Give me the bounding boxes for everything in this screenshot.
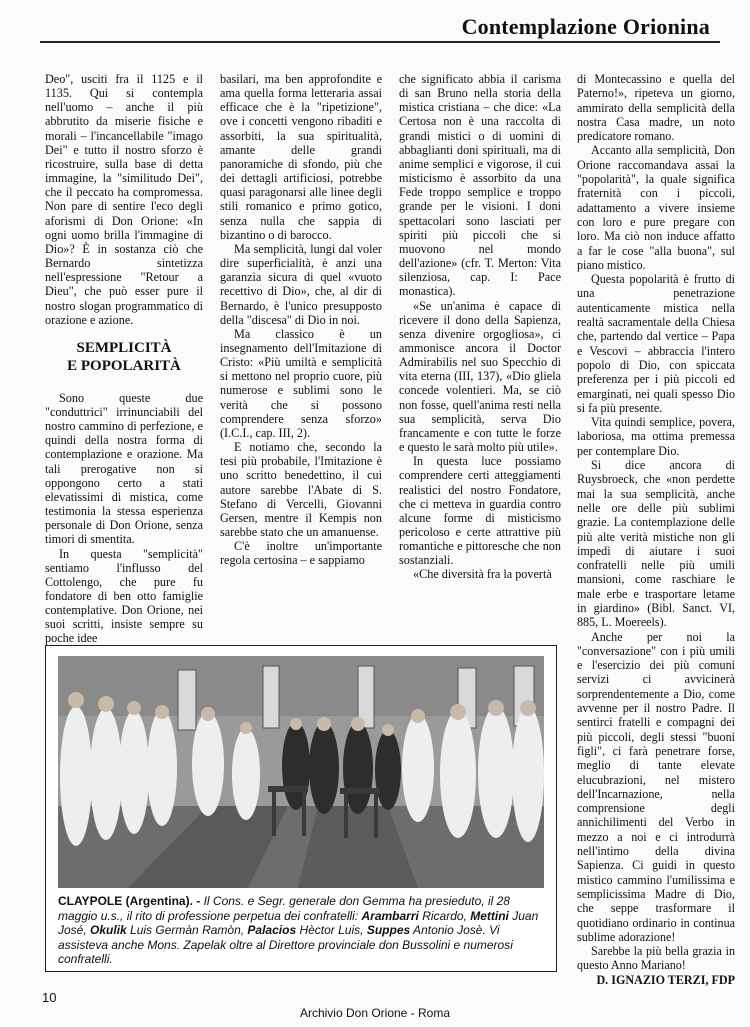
- page-number: 10: [42, 990, 57, 1005]
- paragraph: Ma semplicità, lungi dal voler dire superficialità, è anzi una garanzia sicura di quel «vuoto recettivo di Dio», che, al dir di Bernardo, è l'unico presupposto della "discesa" di Dio in noi.: [220, 241, 382, 327]
- caption-text: Antonio Josè. Vi assisteva anche Mons. Zapelak oltre al Direttore provinciale don Bussolini e numerosi confratelli.: [58, 923, 513, 966]
- paragraph: Ma classico è un insegnamento dell'Imitazione di Cristo: «Più umiltà e semplicità si mettono nel proprio cuore, più numerose e sublimi sono le verità che si possono comprendere senza sforzo» (I.C.I., cap. III, 2).: [220, 326, 382, 440]
- paragraph: Vita quindi semplice, povera, laboriosa, ma ottima premessa per contemplare Dio.: [577, 415, 735, 458]
- caption-text: Il Cons. e Segr. generale don Gemma ha presieduto, il 28 maggio u.s., il rito di professione perpetua dei confratelli:: [58, 894, 510, 923]
- paragraph: Anche per noi la "conversazione" con i più umili e l'esercizio dei più comuni servizi ci avvicinerà sorprendentemente a Dio, come avvenne per il nostro Padre. Il sentirci fratelli e compagni dei più piccoli, degli stessi "buoni figli", ci farà penetrare forse, meglio di tante elevate elucubrazioni, nel mistero dell'Incarnazione, nella comprensione degli annichilimenti del Verbo in mezzo a noi e ci introdurrà nell'intimo della divina Sapienza. Ci guidi in questo mistico cammino l'umilissima e semplicissima Madre di Dio, che seppe trasformare il quotidiano ordinario in continua sublime adorazione!: [577, 629, 735, 944]
- section-title: Contemplazione Orionina: [461, 14, 710, 39]
- photo-illustration: [58, 656, 544, 888]
- column-1: [45, 72, 203, 646]
- photo-caption: [58, 894, 544, 967]
- caption-name: Suppes: [366, 923, 411, 937]
- column-4: [577, 72, 735, 987]
- paragraph: In questa luce possiamo comprendere certi atteggiamenti realistici del nostro Fondatore, che ci metteva in guardia contro alcune forme di misticismo pericoloso e certe attrattive più romantiche e pittoresche che non sostanziali.: [399, 454, 561, 568]
- caption-name: Okulik: [90, 923, 127, 937]
- paragraph: Deo", usciti fra il 1125 e il 1135. Qui si contempla nell'uomo – anche il più abbrutito da miserie fisiche e morali – l'incancellabile "imago Dei" e tutto il nostro sforzo è ricostruire, sulla base di detta immagine, la "similitudo Dei", che il peccato ha compromessa. Non pare di sentire l'eco degli aforismi di Don Orione: «In ogni uomo brilla l'immagine di Dio»? È in sostanza ciò che Bernardo sintetizza nell'espressione "Retour a Dieu", che può esser pure il nostro slogan programmatico di orazione e azione.: [45, 72, 203, 327]
- paragraph: di Montecassino e quella del Paterno!», ripeteva un giorno, ammirato della semplicità della nostra Casa madre, un noto predicatore romano.: [577, 72, 735, 144]
- paragraph: che significato abbia il carisma di san Bruno nella storia della mistica cristiana – che dice: «La Certosa non è una raccolta di grandi mistici o di uomini di abbaglianti doni spirituali, ma di anime semplici e vigorose, il cui misticismo è assorbito da una Fede troppo semplice e troppo grande per le visioni. I doni spettacolari sono lasciati per spiriti più piccoli che si muovono nel mondo dell'azione» (cfr. T. Merton: Vita silenziosa, cap. I: Pace monastica).: [399, 72, 561, 299]
- caption-name: Mettini: [470, 908, 509, 923]
- paragraph: Sono queste due "conduttrici" irrinunciabili del nostro cammino di perfezione, e quindi della nostra forma di contemplazione e orazione. Ma tali prerogative non si oppongono certo a stati elevatissimi di mistica, come testimonia la stessa esperienza personale di Don Orione, senza timori di smentita.: [45, 390, 203, 547]
- ceremony-photo: [58, 656, 544, 888]
- paragraph: E notiamo che, secondo la tesi più probabile, l'Imitazione è uno scritto benedettino, il cui autore sarebbe l'Abate di S. Stefano di Vercelli, Giovanni Gersen, mentre il Kempis non sarebbe stato che un amanuense.: [220, 440, 382, 539]
- caption-name: Arambarri: [361, 908, 419, 923]
- caption-text: Ricardo,: [418, 908, 471, 923]
- subheading-line-1: SEMPLICITÀ: [76, 339, 172, 356]
- column-2: [220, 72, 382, 567]
- caption-name: Palacios: [247, 923, 297, 937]
- caption-text: Hèctor Luis,: [296, 923, 367, 937]
- paragraph: Accanto alla semplicità, Don Orione raccomandava assai la "popolarità", la quale significa fraternità con i piccoli, adattamento a vivere insieme con loro e pure pregare con loro. Ma ciò non induce affatto a far le cose "alla buona", sul piano mistico.: [577, 143, 735, 272]
- archive-credit: Archivio Don Orione - Roma: [299, 1006, 451, 1020]
- subheading: [45, 339, 203, 375]
- paragraph: Sarebbe la più bella grazia in questo Anno Mariano!: [577, 944, 735, 973]
- paragraph: «Che diversità fra la povertà: [413, 567, 552, 582]
- author-signature: D. IGNAZIO TERZI, FDP: [596, 972, 735, 987]
- column-3: [399, 72, 561, 582]
- caption-text: Luis Germàn Ramòn,: [126, 923, 248, 937]
- paragraph: Si dice ancora di Ruysbroeck, che «non perdette mai la sua semplicità, anche nelle ore delle più sublimi grazie. La contemplazione delle più alte verità mistiche non gli impedì di aiutare i suoi confratelli nelle più umili mansioni, come raschiare le male erbe e trasportare letame in giardino» (Bibl. Sanct. VI, 885, L. Moereels).: [577, 458, 735, 630]
- subheading-line-2: E POPOLARITÀ: [67, 357, 181, 374]
- paragraph: In questa "semplicità" sentiamo l'influsso del Cottolengo, che pure fu fondatore di ben otto famiglie contemplative. Don Orione, nei suoi scritti, insiste sempre su poche idee: [45, 546, 203, 646]
- paragraph: basilari, ma ben approfondite e ama quella forma letteraria assai efficace che è la "ripetizione", ove i concetti vengono ribaditi e assorbiti, la sua spiritualità, amante delle grandi panoramiche di sfondo, più che dei dettagli artificiosi, potrebbe quasi paragonarsi alle linee degli stili romanico e primo gotico, senza nulla che sappia di bizantino o di barocco.: [220, 72, 382, 242]
- paragraph: C'è inoltre un'importante regola certosina – e sappiamo: [220, 539, 382, 568]
- photo-box: [45, 645, 557, 972]
- caption-text: Juan José,: [58, 908, 539, 937]
- paragraph: Questa popolarità è frutto di una penetrazione autenticamente mistica nella realtà sacramentale della Chiesa che, partendo dal vertice – Papa e Vescovi – abbraccia l'intero popolo di Dio, con spiccata preferenza per i più piccoli ed emarginati, nei quali spesso Dio si fa più presente.: [577, 272, 735, 415]
- paragraph: «Se un'anima è capace di ricevere il dono della Sapienza, senza divenire orgogliosa», ci ammonisce ancora il Doctor Admirabilis nel suo Specchio di vita eterna (III, 137), «Dio gliela concede volentieri. Ma, se ciò non fosse, quell'anima resti nella sua semplicità, serva Dio francamente e con tutte le forze e questo le sarà molto più utile».: [399, 298, 561, 455]
- header-rule: [40, 41, 720, 43]
- caption-place: CLAYPOLE (Argentina). -: [58, 894, 201, 908]
